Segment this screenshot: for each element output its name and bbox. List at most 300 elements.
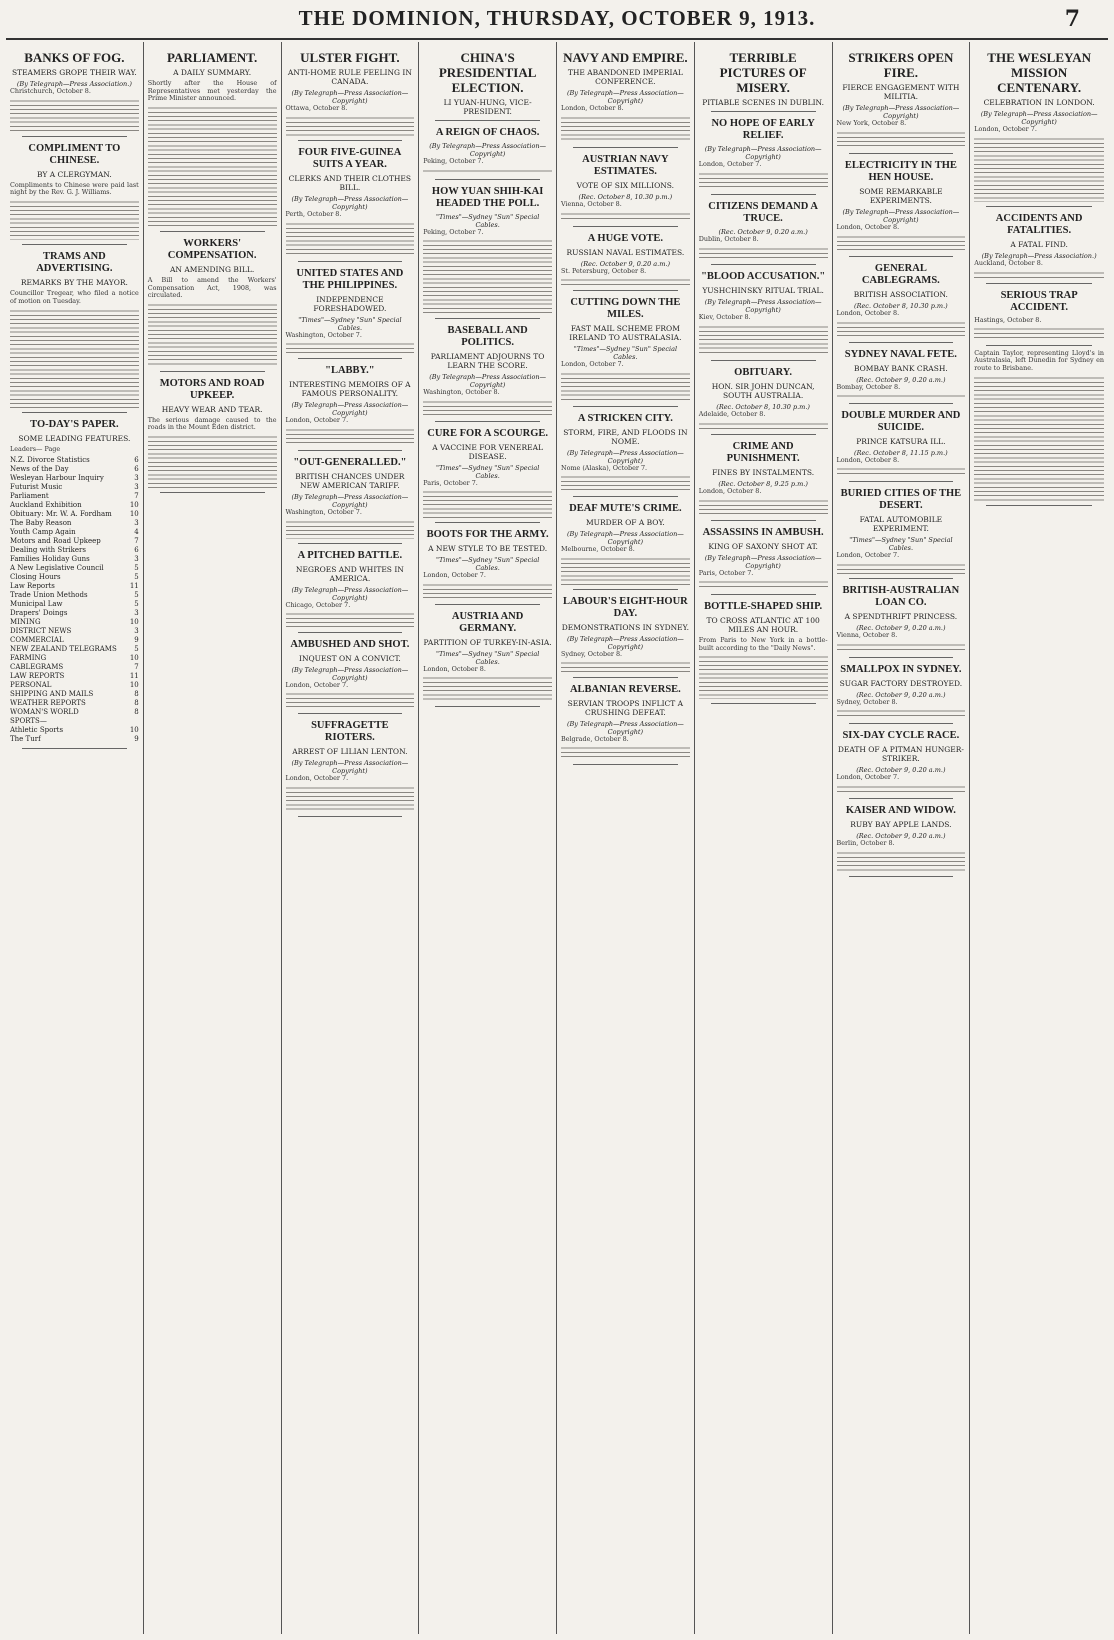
toc-item-label: Closing Hours (10, 572, 61, 581)
article (10, 50, 139, 132)
article-dateline: London, October 7. (285, 774, 349, 783)
page-number: 7 (1064, 6, 1080, 32)
article-headline: A STRICKEN CITY. (577, 412, 673, 424)
article-headline: ASSASSINS IN AMBUSH. (702, 526, 824, 538)
article-headline: CUTTING DOWN THE MILES. (570, 297, 681, 321)
article-separator (849, 256, 954, 257)
article-body-text (837, 784, 966, 795)
article-body-text (148, 105, 277, 227)
article-dateline: Washington, October 8. (423, 387, 500, 396)
article-separator (22, 748, 127, 749)
toc-item-page: 6 (134, 545, 139, 554)
article (10, 419, 139, 454)
article (837, 263, 966, 338)
article-headline: SYDNEY NAVAL FETE. (844, 348, 957, 360)
article-dateline: London, October 7. (836, 772, 900, 781)
article-subheadline: FATAL AUTOMOBILE EXPERIMENT. (859, 514, 943, 533)
article-body-text (974, 136, 1104, 203)
article (10, 143, 139, 241)
article-dateline: Washington, October 7. (285, 508, 362, 517)
toc-item-page: 3 (134, 626, 139, 635)
article-separator (298, 713, 403, 714)
toc-item-label: Trade Union Methods (10, 590, 88, 599)
article-separator (849, 403, 954, 404)
article-subheadline: TO CROSS ATLANTIC AT 100 MILES AN HOUR. (706, 615, 820, 634)
article-separator (160, 371, 265, 372)
article-subheadline: ANTI-HOME RULE FEELING IN CANADA. (287, 68, 412, 86)
article-byline: (Rec. October 9, 0.20 a.m.) (718, 228, 808, 237)
article (423, 50, 552, 116)
article-byline: (Rec. October 8, 9.25 p.m.) (718, 479, 808, 488)
toc-item-label: SHIPPING AND MAILS (10, 689, 94, 698)
article-byline: (By Telegraph—Press Association.) (981, 252, 1097, 261)
article-subheadline: A NEW STYLE TO BE TESTED. (428, 543, 548, 553)
toc-item (10, 555, 139, 564)
article-byline: (By Telegraph—Press Association—Copyright) (291, 195, 409, 212)
article-body-text (561, 211, 690, 222)
article-subheadline: KING OF SAXONY SHOT AT. (708, 541, 818, 551)
article-separator (435, 179, 540, 180)
article-subheadline: VOTE OF SIX MILLIONS. (576, 181, 675, 191)
article-separator (849, 342, 954, 343)
article-body-text (974, 375, 1104, 501)
article-body-text (561, 556, 690, 585)
article-separator (435, 522, 540, 523)
toc-item (10, 456, 139, 465)
article-separator (160, 231, 265, 232)
toc-item (10, 645, 139, 654)
article (837, 585, 966, 652)
article-dateline: Paris, October 7. (423, 478, 478, 487)
toc-item-page: 3 (134, 608, 139, 617)
article-byline: (By Telegraph—Press Association—Copyright) (429, 142, 547, 158)
toc-item (10, 492, 139, 501)
toc-item-page: 6 (134, 455, 139, 464)
article-subheadline: DEATH OF A PITMAN HUNGER-STRIKER. (837, 744, 964, 763)
toc-item-page: 9 (134, 635, 139, 644)
article-body-text (561, 115, 690, 144)
article (148, 50, 277, 227)
toc-item-label: Obituary: Mr. W. A. Fordham (10, 509, 112, 518)
article (974, 350, 1104, 501)
article-subheadline: MURDER OF A BOY. (585, 518, 665, 528)
article-subheadline: A FATAL FIND. (1010, 240, 1068, 250)
article-dateline: Washington, October 7. (285, 330, 362, 339)
toc-item-label: Parliament (10, 491, 49, 500)
article-body-text (699, 324, 828, 356)
toc-item-page: 3 (134, 554, 139, 563)
article-dateline: Hastings, October 8. (974, 315, 1042, 324)
article-separator (298, 358, 403, 359)
article-dateline: Chicago, October 7. (285, 600, 351, 609)
article-headline: ACCIDENTS AND FATALITIES. (995, 213, 1083, 237)
toc-item-page: 7 (134, 662, 139, 671)
article-headline: DEAF MUTE'S CRIME. (569, 503, 682, 515)
article-headline: CURE FOR A SCOURGE. (427, 427, 548, 439)
toc-item-page: 8 (134, 698, 139, 707)
article-headline: TERRIBLE PICTURES OF MISERY. (719, 50, 807, 95)
toc-item-page: 10 (129, 500, 139, 509)
toc-item-page: 4 (134, 527, 139, 536)
article-body-text (699, 421, 828, 430)
article-byline: (Rec. October 8, 10.30 p.m.) (854, 301, 948, 310)
article-byline: (Rec. October 9, 0.20 a.m.) (856, 765, 946, 774)
article-separator (986, 206, 1092, 207)
article (561, 50, 690, 143)
article-dateline: Dublin, October 8. (698, 235, 759, 244)
article-dateline: Peking, October 7. (423, 157, 484, 165)
masthead-title: THE DOMINION, THURSDAY, OCTOBER 9, 1913. (298, 6, 816, 30)
article (286, 147, 415, 257)
article-separator (849, 153, 954, 154)
article-body-text (837, 708, 966, 719)
toc-item-page: 8 (134, 707, 139, 716)
article-subheadline: RUBY BAY APPLE LANDS. (850, 820, 952, 830)
article-body-text (286, 341, 415, 354)
toc-item-page: 3 (134, 482, 139, 491)
toc-item (10, 717, 139, 726)
article-subheadline: BRITISH CHANCES UNDER NEW AMERICAN TARIFF. (295, 472, 405, 491)
article-separator (435, 318, 540, 319)
article-headline: ALBANIAN REVERSE. (569, 683, 681, 695)
article-dateline: London, October 8. (423, 664, 486, 673)
toc-item (10, 483, 139, 492)
article-dateline: London, October 7. (698, 160, 762, 168)
article (286, 268, 415, 354)
toc-item-page: 10 (129, 509, 139, 518)
toc-item (10, 681, 139, 690)
toc-item (10, 546, 139, 555)
toc-item-page: 5 (134, 644, 139, 653)
article (837, 805, 966, 871)
article-byline: (By Telegraph—Press Association—Copyright) (566, 634, 684, 651)
article-dateline: Melbourne, October 8. (561, 545, 635, 554)
article-subheadline: A VACCINE FOR VENEREAL DISEASE. (432, 442, 544, 461)
article-byline: "Times"—Sydney "Sun" Special Cables. (435, 555, 540, 572)
article-headline: UNITED STATES AND THE PHILIPPINES. (296, 267, 404, 291)
article-subheadline: ARREST OF LILIAN LENTON. (292, 747, 408, 757)
article-dateline: London, October 7. (561, 360, 624, 369)
article (561, 233, 690, 287)
article-headline: BRITISH-AUSTRALIAN LOAN CO. (842, 585, 960, 609)
article-byline: (By Telegraph—Press Association—Copyright) (842, 104, 960, 120)
article-body-text (837, 562, 966, 575)
article (286, 457, 415, 538)
article-byline: (By Telegraph—Press Association—Copyright) (291, 493, 409, 510)
article-separator (298, 543, 403, 544)
article-headline: PARLIAMENT. (167, 50, 258, 65)
article-dateline: Compliments to Chinese were paid last night by the Rev. G. J. Williams. (10, 180, 139, 197)
article (974, 213, 1104, 279)
toc-item-page: 3 (134, 518, 139, 527)
article-separator (573, 290, 678, 291)
article-body-text (423, 168, 552, 175)
toc-item-label: News of the Day (10, 464, 69, 473)
article-subheadline: INQUEST ON A CONVICT. (299, 653, 401, 663)
article-dateline: Captain Taylor, representing Lloyd's in Australasia, left Dunedin for Sydney en route to Brisbane. (974, 348, 1104, 372)
article-dateline: Belgrade, October 8. (561, 734, 629, 743)
article-subheadline: STORM, FIRE, AND FLOODS IN NOME. (563, 427, 688, 446)
article-subheadline: SUGAR FACTORY DESTROYED. (839, 678, 963, 688)
toc-item-label: Athletic Sports (10, 725, 64, 734)
article-byline: (By Telegraph—Press Association—Copyright) (291, 400, 409, 417)
toc-item (10, 591, 139, 600)
article-body-text (286, 691, 415, 709)
article-headline: CHINA'S PRESIDENTIAL ELECTION. (438, 50, 537, 95)
toc-item-label: LAW REPORTS (10, 671, 65, 680)
article-separator (573, 677, 678, 678)
article-subheadline: SOME REMARKABLE EXPERIMENTS. (859, 187, 943, 206)
article-dateline: London, October 8. (836, 455, 900, 464)
article-separator (849, 798, 954, 799)
article-dateline: The serious damage caused to the roads in the Mount Eden district. (147, 415, 277, 432)
article-subheadline: FIERCE ENGAGEMENT WITH MILITIA. (842, 83, 960, 101)
article-headline: TO-DAY'S PAPER. (30, 419, 119, 431)
toc-item-page: 5 (134, 590, 139, 599)
toc-item (10, 537, 139, 546)
article-subheadline: HEAVY WEAR AND TEAR. (161, 404, 263, 414)
article-body-text (699, 246, 828, 260)
article (837, 349, 966, 399)
article-dateline: Councillor Tregear, who filed a notice of motion on Tuesday. (10, 289, 139, 305)
article-dateline: Kiev, October 8. (698, 313, 751, 322)
article-dateline: Christchurch, October 8. (10, 87, 91, 95)
toc-item-label: FARMING (10, 653, 47, 662)
article-headline: THE WESLEYAN MISSION CENTENARY. (987, 50, 1091, 95)
article-headline: NAVY AND EMPIRE. (563, 50, 688, 65)
toc-item-page: 6 (134, 464, 139, 473)
article-separator (573, 764, 678, 765)
article-dateline: Auckland, October 8. (974, 259, 1043, 268)
article-headline: KAISER AND WIDOW. (845, 805, 956, 817)
article-byline: (By Telegraph—Press Association—Copyright) (842, 208, 960, 225)
article-separator (298, 632, 403, 633)
toc-item-label: Law Reports (10, 581, 55, 590)
article (837, 50, 966, 149)
toc-item-label: WEATHER REPORTS (10, 698, 86, 707)
article-subheadline: NEGROES AND WHITES IN AMERICA. (295, 564, 404, 583)
toc-item-label: A New Legislative Council (10, 563, 104, 572)
article (561, 297, 690, 401)
article-byline: "Times"—Sydney "Sun" Special Cables. (435, 649, 540, 666)
article-dateline: Peking, October 7. (423, 227, 484, 236)
article-headline: LABOUR'S EIGHT-HOUR DAY. (562, 595, 688, 619)
column-1 (6, 42, 144, 1634)
article-separator (22, 244, 127, 245)
article-headline: CITIZENS DEMAND A TRUCE. (708, 201, 818, 225)
toc-item-page: 3 (134, 473, 139, 482)
article-body-text (699, 171, 828, 191)
article-subheadline: BOMBAY BANK CRASH. (853, 363, 948, 373)
toc-item-label: Municipal Law (10, 599, 63, 608)
article-dateline: London, October 8. (836, 223, 900, 232)
article (286, 720, 415, 812)
article-dateline: London, October 7. (974, 125, 1037, 133)
toc-item (10, 501, 139, 510)
article (286, 50, 415, 136)
toc-item-page: 11 (129, 581, 139, 590)
article-body-text (837, 850, 966, 872)
article-headline: ULSTER FIGHT. (300, 50, 400, 65)
toc-item (10, 564, 139, 573)
article-separator (849, 481, 954, 482)
article-separator (573, 406, 678, 407)
article-byline: (By Telegraph—Press Association—Copyright) (291, 89, 409, 105)
article-dateline: Vienna, October 8. (561, 200, 622, 209)
article-subheadline: BY A CLERGYMAN. (37, 169, 112, 179)
article-headline: AUSTRIAN NAVY ESTIMATES. (582, 154, 669, 178)
toc-item-label: COMMERCIAL (10, 635, 64, 644)
article-body-text (561, 745, 690, 759)
toc-item (10, 663, 139, 672)
article-headline: "BLOOD ACCUSATION." (701, 271, 826, 283)
article-dateline: London, October 8. (698, 486, 762, 495)
article-subheadline: PRINCE KATSURA ILL. (856, 436, 946, 446)
article (699, 271, 828, 356)
article-dateline: Adelaide, October 8. (698, 410, 766, 419)
article-body-text (286, 427, 415, 447)
toc-item-page: 8 (134, 689, 139, 698)
article-subheadline: CELEBRATION IN LONDON. (983, 98, 1095, 107)
article-subheadline: A DAILY SUMMARY. (173, 68, 252, 77)
toc-item-label: The Baby Reason (10, 518, 72, 527)
article-separator (986, 505, 1092, 506)
article-body-text (423, 489, 552, 518)
column-4 (419, 42, 557, 1634)
article-separator (849, 876, 954, 877)
article-subheadline: REMARKS BY THE MAYOR. (20, 278, 128, 288)
article-subheadline: DEMONSTRATIONS IN SYDNEY. (561, 622, 690, 632)
article-body-text (974, 270, 1104, 279)
article-byline: (By Telegraph—Press Association—Copyright) (429, 372, 547, 389)
toc-item (10, 627, 139, 636)
toc-item-page: 11 (129, 671, 139, 680)
article-dateline: London, October 7. (285, 680, 349, 689)
toc-item (10, 609, 139, 618)
article-dateline: Bombay, October 8. (836, 382, 901, 391)
article-byline: (By Telegraph—Press Association—Copyright) (566, 448, 684, 465)
article-byline: "Times"—Sydney "Sun" Special Cables. (435, 463, 540, 480)
toc-item-label: Futurist Music (10, 482, 63, 491)
article (148, 378, 277, 488)
toc-item-label: SPORTS— (10, 716, 47, 725)
article-byline: (Rec. October 9, 0.20 a.m.) (580, 259, 670, 268)
article-subheadline: PARLIAMENT ADJOURNS TO LEARN THE SCORE. (430, 351, 545, 370)
toc-item-label: WOMAN'S WORLD (10, 707, 79, 716)
article-headline: CRIME AND PUNISHMENT. (726, 440, 800, 464)
toc-item-page: 7 (134, 536, 139, 545)
article-headline: BOOTS FOR THE ARMY. (426, 528, 549, 540)
article-headline: STRIKERS OPEN FIRE. (848, 50, 954, 80)
column-6 (695, 42, 833, 1634)
article-byline: (By Telegraph—Press Association—Copyright) (704, 553, 822, 570)
article-byline: "Times"—Sydney "Sun" Special Cables. (573, 345, 678, 362)
article-subheadline: INDEPENDENCE FORESHADOWED. (313, 294, 387, 313)
toc-item (10, 735, 139, 744)
article (699, 441, 828, 516)
article-separator (986, 283, 1092, 284)
article (974, 290, 1104, 341)
toc-item (10, 708, 139, 717)
article-headline: AMBUSHED AND SHOT. (290, 638, 410, 650)
column-7 (833, 42, 971, 1634)
toc-item-label: DISTRICT NEWS (10, 626, 72, 635)
article-separator (711, 194, 816, 195)
article-body-text (561, 474, 690, 492)
article-byline: (Rec. October 9, 0.20 a.m.) (856, 624, 946, 633)
toc-item (10, 726, 139, 735)
article-headline: "LABBY." (325, 364, 375, 376)
article (423, 127, 552, 175)
article-byline: (Rec. October 9, 0.20 a.m.) (856, 375, 946, 384)
article-separator (711, 111, 816, 112)
toc-item-page: 7 (134, 491, 139, 500)
article-dateline: Paris, October 7. (698, 568, 754, 577)
article-separator (22, 412, 127, 413)
article-body-text (837, 320, 966, 338)
article-dateline: London, October 8. (561, 104, 624, 112)
article-separator (711, 360, 816, 361)
article-body-text (148, 434, 277, 488)
toc-item-label: NEW ZEALAND TELEGRAMS (10, 644, 117, 653)
article-body-text (286, 785, 415, 812)
article-byline: (Rec. October 9, 0.20 a.m.) (856, 832, 946, 841)
toc-item (10, 510, 139, 519)
article-body-text (837, 466, 966, 477)
article (699, 118, 828, 190)
toc-item (10, 528, 139, 537)
article-headline: A PITCHED BATTLE. (297, 549, 403, 561)
article-headline: BURIED CITIES OF THE DESERT. (840, 487, 962, 511)
toc-item-label: The Turf (10, 734, 41, 743)
article-headline: OBITUARY. (734, 367, 793, 379)
article (423, 428, 552, 518)
article-headline: HOW YUAN SHIH-KAI HEADED THE POLL. (431, 185, 544, 209)
article-headline: A REIGN OF CHAOS. (435, 127, 540, 138)
toc-item-page: 10 (129, 617, 139, 626)
article-subheadline: STEAMERS GROPE THEIR WAY. (11, 68, 137, 77)
article-headline: TRAMS AND ADVERTISING. (36, 251, 113, 275)
article-body-text (286, 519, 415, 539)
toc-item (10, 573, 139, 582)
article-subheadline: HON. SIR JOHN DUNCAN, SOUTH AUSTRALIA. (711, 382, 815, 401)
article-headline: BANKS OF FOG. (24, 50, 125, 65)
article-body-text (699, 498, 828, 516)
article-subheadline: A SPENDTHRIFT PRINCESS. (844, 612, 958, 622)
article (10, 251, 139, 408)
article-subheadline: AN AMENDING BILL. (170, 265, 255, 275)
toc-item-label: Auckland Exhibition (10, 500, 82, 509)
article-dateline: Shortly after the House of Representatives met yesterday the Prime Minister announced. (147, 79, 277, 103)
article-separator (573, 226, 678, 227)
article-headline: SERIOUS TRAP ACCIDENT. (1000, 289, 1078, 313)
article-headline: NO HOPE OF EARLY RELIEF. (711, 118, 815, 141)
article-headline: SIX-DAY CYCLE RACE. (842, 729, 960, 741)
article-separator (711, 520, 816, 521)
toc-item-label: Drapers' Doings (10, 608, 68, 617)
article-headline: COMPLIMENT TO CHINESE. (28, 142, 121, 166)
article-body-text (974, 326, 1104, 340)
article-body-text (837, 234, 966, 252)
article (286, 550, 415, 628)
article-dateline: Leaders— Page (10, 445, 61, 454)
article-byline: (By Telegraph—Press Association—Copyright) (566, 719, 684, 736)
article-headline: BASEBALL AND POLITICS. (447, 324, 528, 348)
article (837, 410, 966, 477)
toc-item-page: 9 (134, 734, 139, 743)
article-dateline: Ottawa, October 8. (285, 104, 348, 112)
article (699, 50, 828, 107)
